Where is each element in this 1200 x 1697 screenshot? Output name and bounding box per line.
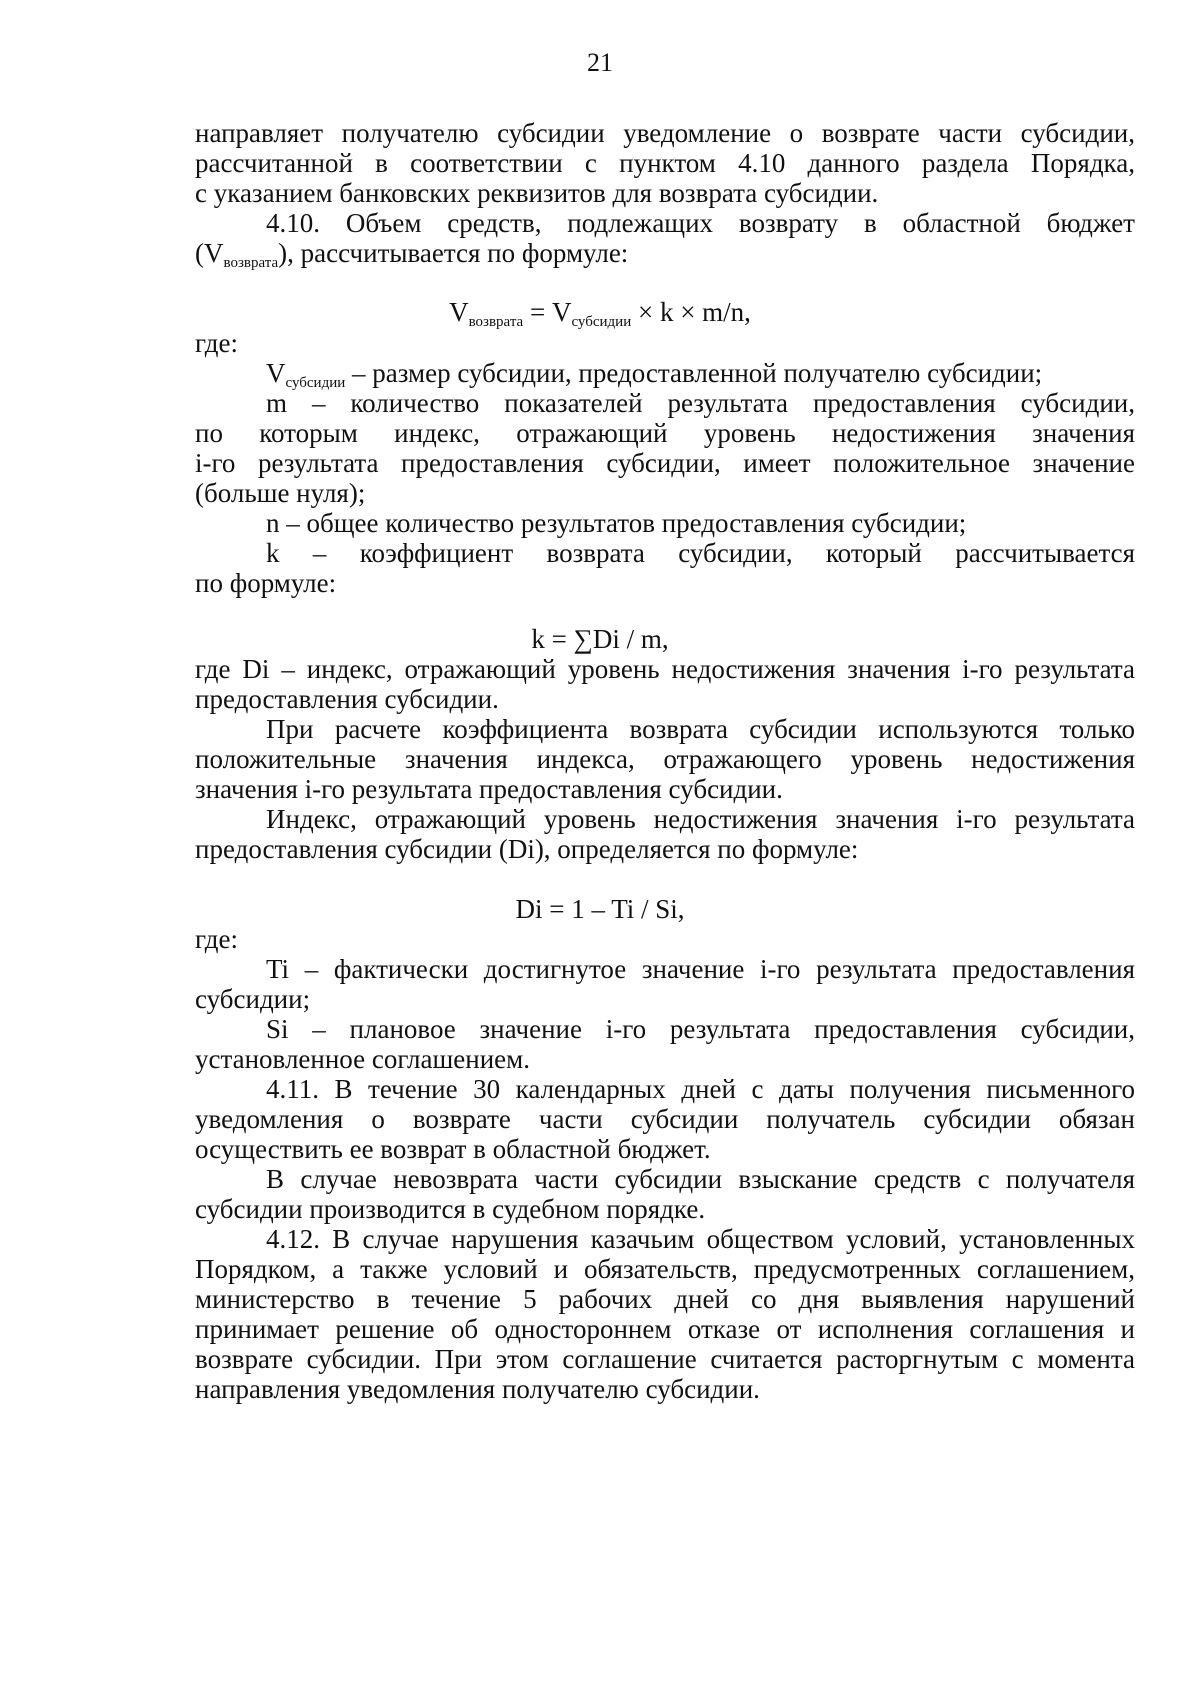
paragraph-line: рассчитанной в соответствии с пунктом 4.10 данного раздела Порядка, [195,148,1135,178]
subscript: субсидии [285,375,346,391]
paragraph-line: субсидии; [195,984,311,1014]
paragraph-line: положительные значения индекса, отражающего уровень недостижения [195,744,1135,774]
formula-k: k = ∑Di / m, [531,624,669,654]
paragraph-line: При расчете коэффициента возврата субсидии используются только [266,714,1135,744]
subscript: возврата [223,255,279,271]
paragraph-line: 4.12. В случае нарушения казачьим обществом условий, установленных [266,1224,1135,1254]
page-number: 21 [587,48,613,77]
text-fragment: ), рассчитывается по формуле: [278,238,629,268]
paragraph-line: направления уведомления получателю субсидии. [195,1374,760,1404]
paragraph-line: Порядком, а также условий и обязательств, предусмотренных соглашением, [195,1254,1135,1284]
text-fragment: V [266,358,286,388]
text-fragment: V [449,297,469,327]
paragraph-line: по формуле: [195,568,337,598]
paragraph-line [195,237,628,269]
paragraph-line: по которым индекс, отражающий уровень недостижения значения [195,418,1135,448]
text-fragment: – размер субсидии, предоставленной получателю субсидии; [345,358,1043,388]
text-fragment: × k × m/n, [631,297,751,327]
where-label: где: [195,328,238,358]
paragraph-line: Si – плановое значение i-го результата предоставления субсидии, [266,1014,1135,1044]
paragraph-line: k – коэффициент возврата субсидии, который рассчитывается [266,538,1135,568]
paragraph-line: где Di – индекс, отражающий уровень недостижения значения i-го результата [195,654,1135,684]
text-fragment: (V [195,238,224,268]
text-fragment: = V [523,297,572,327]
paragraph-line: осуществить ее возврат в областной бюджет. [195,1134,711,1164]
paragraph-line: (больше нуля); [195,478,366,508]
paragraph-line: уведомления о возврате части субсидии получатель субсидии обязан [195,1104,1135,1134]
paragraph-line: n – общее количество результатов предоставления субсидии; [266,508,967,538]
paragraph-line: Ti – фактически достигнутое значение i-го результата предоставления [266,954,1135,984]
paragraph-line: 4.11. В течение 30 календарных дней с даты получения письменного [266,1074,1135,1104]
paragraph-line: i-го результата предоставления субсидии, имеет положительное значение [195,448,1135,478]
paragraph-line [266,357,1042,389]
formula-di: Di = 1 – Ti / Si, [515,894,685,924]
subscript: возврата [468,314,524,330]
where-label: где: [195,924,238,954]
paragraph-line: установленное соглашением. [195,1044,530,1074]
paragraph-line: министерство в течение 5 рабочих дней со дня выявления нарушений [195,1284,1135,1314]
paragraph-line: субсидии производится в судебном порядке. [195,1194,706,1224]
paragraph-line: 4.10. Объем средств, подлежащих возврату в областной бюджет [266,208,1135,238]
paragraph-line: m – количество показателей результата предоставления субсидии, [266,388,1135,418]
paragraph-line: принимает решение об одностороннем отказе от исполнения соглашения и [195,1314,1135,1344]
paragraph-line: с указанием банковских реквизитов для возврата субсидии. [195,178,879,208]
paragraph-line: значения i-го результата предоставления субсидии. [195,774,783,804]
paragraph-line: В случае невозврата части субсидии взыскание средств с получателя [266,1164,1135,1194]
paragraph-line: направляет получателю субсидии уведомление о возврате части субсидии, [195,118,1135,148]
subscript: субсидии [571,314,632,330]
formula-volume [0,296,1200,328]
paragraph-line: предоставления субсидии (Di), определяется по формуле: [195,834,859,864]
paragraph-line: предоставления субсидии. [195,684,499,714]
paragraph-line: возврате субсидии. При этом соглашение считается расторгнутым с момента [195,1344,1135,1374]
paragraph-line: Индекс, отражающий уровень недостижения значения i-го результата [266,804,1135,834]
